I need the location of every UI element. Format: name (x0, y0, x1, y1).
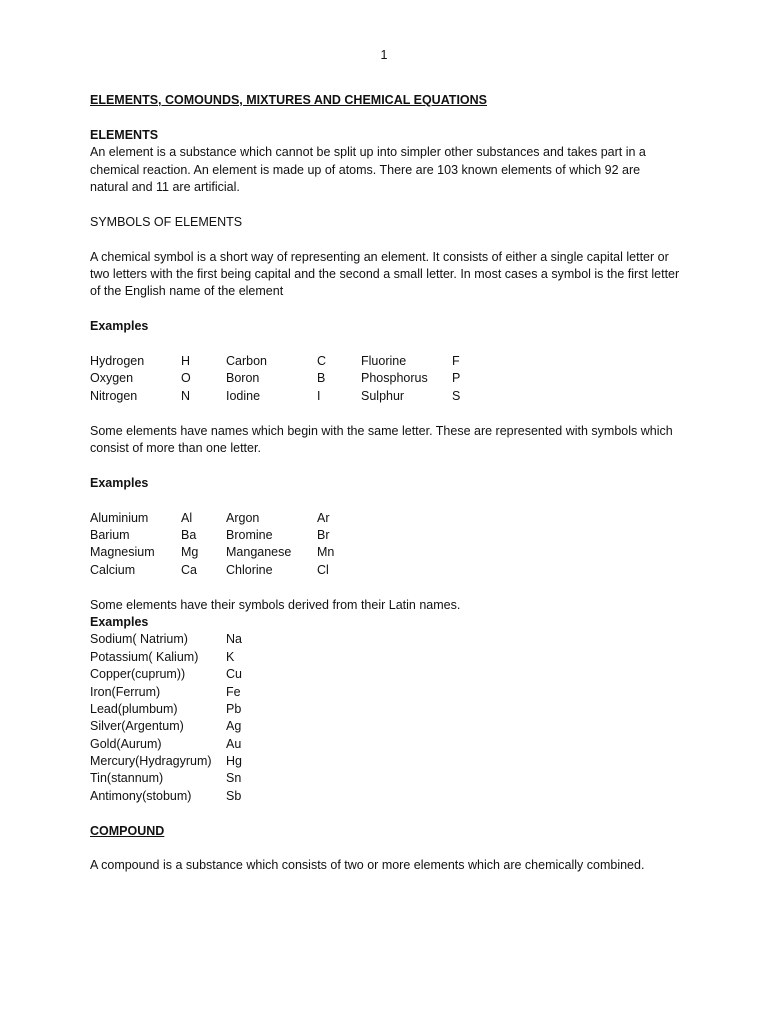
table-row (90, 701, 680, 718)
element-symbol: S (452, 388, 461, 403)
element-symbol: Fe (226, 684, 241, 699)
element-name: Aluminium (90, 510, 149, 525)
element-symbol: Al (181, 510, 193, 525)
element-symbol: Sb (226, 788, 242, 803)
element-symbol: Mg (181, 545, 199, 560)
table-row (90, 544, 680, 561)
table-row (90, 527, 680, 544)
element-symbol: Br (317, 527, 330, 542)
symbols-heading: SYMBOLS OF ELEMENTS (90, 214, 243, 229)
element-name: Hydrogen (90, 354, 145, 369)
elements-heading: ELEMENTS (90, 127, 159, 142)
element-symbol: H (181, 354, 191, 369)
latin-name: Antimony(stobum) (90, 788, 192, 803)
element-name: Calcium (90, 562, 136, 577)
table-row (90, 388, 680, 405)
compound-paragraph: A compound is a substance which consists of two or more elements which are chemically combined. (90, 858, 645, 873)
table-row (90, 753, 680, 770)
table-row (90, 631, 680, 648)
element-symbol: Au (226, 736, 242, 751)
element-symbol: Hg (226, 754, 242, 769)
latin-name: Sodium( Natrium) (90, 632, 188, 647)
table-row (90, 562, 680, 579)
table-row (90, 649, 680, 666)
element-symbol: Ar (317, 510, 330, 525)
table-row (90, 684, 680, 701)
element-name: Argon (226, 510, 260, 525)
latin-name: Tin(stannum) (90, 771, 164, 786)
element-name: Oxygen (90, 371, 134, 386)
element-symbol: Pb (226, 701, 242, 716)
compound-heading: COMPOUND (90, 823, 165, 838)
element-symbol: K (226, 649, 235, 664)
latin-name: Lead(plumbum) (90, 701, 178, 716)
latin-name: Potassium( Kalium) (90, 649, 199, 664)
table-row (90, 736, 680, 753)
element-symbol: Sn (226, 771, 242, 786)
table-row (90, 718, 680, 735)
examples-label-3: Examples (90, 614, 149, 629)
table-row (90, 510, 680, 527)
elements-paragraph: An element is a substance which cannot be split up into simpler other substances and takes part in a chemical reaction. An element is made up of atoms. There are 103 known elements of which 92 are natural and 11 are artificial. (90, 145, 646, 195)
element-symbol: Na (226, 632, 242, 647)
element-symbol: Ag (226, 719, 242, 734)
element-symbol: Cu (226, 667, 242, 682)
element-symbol: Mn (317, 545, 335, 560)
table-row (90, 666, 680, 683)
page-number: 1 (380, 48, 388, 62)
table-row (90, 353, 680, 370)
element-name: Nitrogen (90, 388, 138, 403)
symbols-paragraph-2: Some elements have names which begin with the same letter. These are represented with symbols which consist of more than one letter. (90, 423, 673, 455)
element-symbol: P (452, 371, 461, 386)
element-symbol: C (317, 354, 327, 369)
element-name: Sulphur (361, 388, 405, 403)
table-row (90, 370, 680, 387)
element-symbol: Ca (181, 562, 197, 577)
document-content (90, 92, 680, 875)
examples-label-1: Examples (90, 319, 149, 334)
table-row (90, 770, 680, 787)
element-name: Magnesium (90, 545, 155, 560)
latin-name: Iron(Ferrum) (90, 684, 161, 699)
element-name: Iodine (226, 388, 261, 403)
table-row (90, 788, 680, 805)
latin-name: Mercury(Hydragyrum) (90, 754, 212, 769)
latin-name: Gold(Aurum) (90, 736, 162, 751)
element-symbol: Cl (317, 562, 329, 577)
symbols-paragraph: A chemical symbol is a short way of representing an element. It consists of either a single capital letter or two letters with the first being capital and the second a small letter. In most cases a symbol is the first letter of the English name of the element (90, 249, 680, 299)
element-name: Phosphorus (361, 371, 428, 386)
element-symbol: O (181, 371, 191, 386)
symbols-table-2 (90, 510, 680, 580)
symbols-table-1 (90, 353, 680, 405)
element-name: Carbon (226, 354, 267, 369)
element-name: Bromine (226, 527, 273, 542)
symbols-table-3 (90, 631, 680, 805)
document-title: ELEMENTS, COMOUNDS, MIXTURES AND CHEMICAL EQUATIONS (90, 93, 488, 107)
element-name: Barium (90, 527, 130, 542)
element-symbol: I (317, 388, 321, 403)
element-name: Manganese (226, 545, 292, 560)
examples-label-2: Examples (90, 475, 149, 490)
latin-name: Copper(cuprum)) (90, 667, 186, 682)
latin-name: Silver(Argentum) (90, 719, 184, 734)
element-name: Chlorine (226, 562, 273, 577)
element-symbol: B (317, 371, 326, 386)
element-symbol: Ba (181, 527, 197, 542)
element-name: Fluorine (361, 354, 407, 369)
element-symbol: F (452, 354, 460, 369)
symbols-paragraph-3: Some elements have their symbols derived from their Latin names. (90, 597, 461, 612)
element-name: Boron (226, 371, 260, 386)
element-symbol: N (181, 388, 191, 403)
